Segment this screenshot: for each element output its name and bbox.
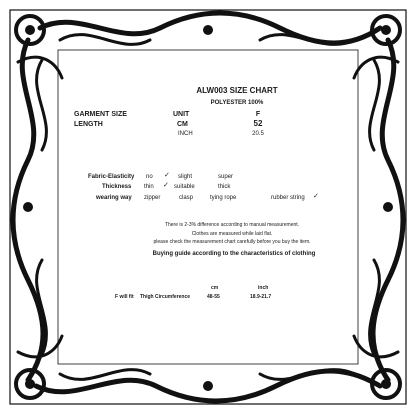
note-line-1: There is 2-3% difference according to manual measurement.: [164, 222, 300, 228]
header-size-f: F: [255, 111, 261, 118]
row-length-value: 52: [253, 119, 263, 128]
attr-elasticity-check: ✓: [164, 172, 170, 179]
attr-wearing-check: ✓: [313, 193, 319, 200]
attr-wearing-opt-tying-rope: tying rope: [210, 195, 237, 201]
note-line-3: please check the measurement chart carefully before you buy the item.: [153, 239, 311, 245]
attr-thickness-label: Thickness: [102, 184, 132, 190]
row-length-unit: CM: [177, 121, 188, 128]
row-length-label: LENGTH: [74, 121, 103, 128]
attr-elasticity-label: Fabric-Elasticity: [88, 174, 135, 180]
chart-title: ALW003 SIZE CHART: [196, 86, 278, 95]
attr-thickness-check: ✓: [163, 182, 169, 189]
note-line-2: Clothes are measured while laid flat.: [191, 231, 273, 237]
attr-wearing-label: wearing way: [96, 195, 132, 201]
fit-unit-cm: cm: [211, 285, 219, 291]
attr-wearing-opt-clasp: clasp: [179, 195, 194, 201]
attr-thickness-opt-suitable: suitable: [174, 184, 195, 190]
fit-value-cm: 48-55: [207, 294, 220, 300]
buying-guide-title: Buying guide according to the characteristics of clothing: [152, 251, 316, 257]
fit-value-inch: 18.9-21.7: [250, 294, 272, 300]
attr-elasticity-opt-no: no: [146, 174, 153, 180]
attr-thickness-opt-thin: thin: [144, 184, 154, 190]
fit-unit-inch: inch: [258, 285, 269, 291]
material-label: POLYESTER 100%: [210, 100, 264, 106]
fit-measure-name: Thigh Circumference: [140, 294, 191, 300]
fit-label: F will fit: [115, 294, 134, 300]
header-garment-size: GARMENT SIZE: [74, 111, 127, 118]
attr-elasticity-opt-super: super: [218, 174, 234, 180]
row-inch-unit: INCH: [178, 131, 193, 137]
attr-thickness-opt-thick: thick: [218, 184, 231, 190]
row-inch-value: 20.5: [252, 131, 264, 137]
header-unit: UNIT: [173, 111, 190, 118]
attr-wearing-opt-zipper: zipper: [144, 195, 161, 201]
attr-elasticity-opt-slight: slight: [178, 174, 193, 180]
attr-wearing-opt-rubber-string: rubber string: [271, 195, 305, 201]
